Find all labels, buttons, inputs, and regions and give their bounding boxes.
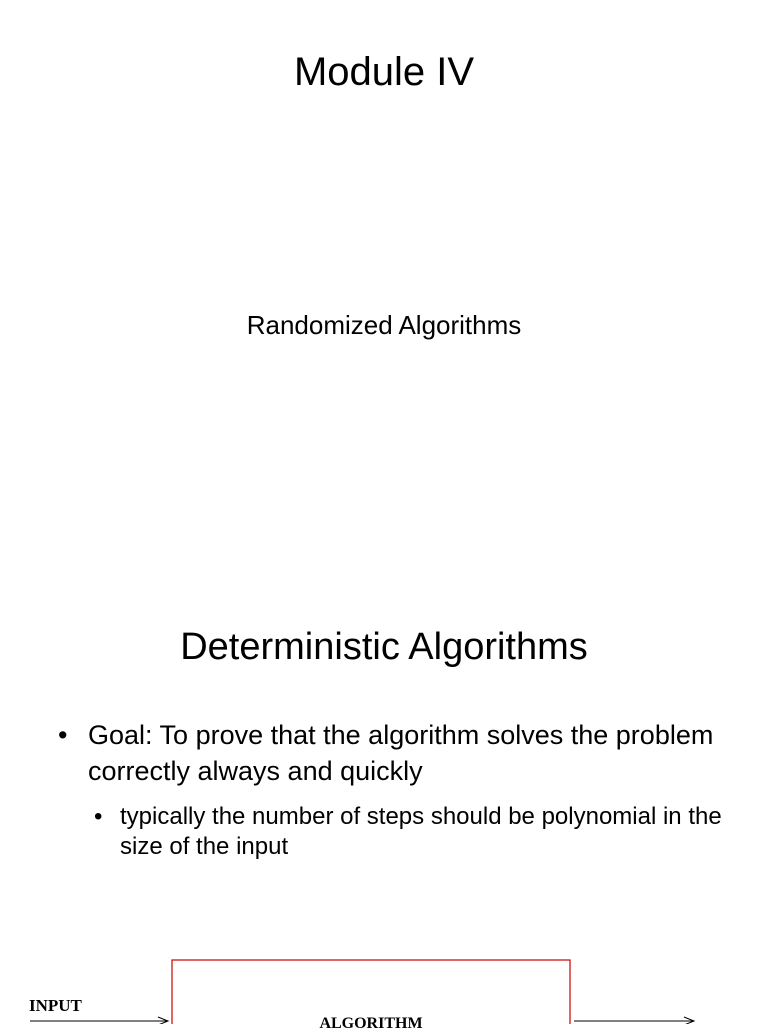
sub-bullet-marker: •: [94, 803, 103, 830]
sub-bullet-item: [94, 802, 744, 862]
slide-title: Module IV: [293, 50, 475, 94]
bullet-text: Goal: To prove that the algorithm solves the problem correctly always and quickly: [88, 720, 714, 786]
sub-bullet-text: typically the number of steps should be polynomial in the size of the input: [120, 803, 722, 860]
slide-title: Deterministic Algorithms: [180, 626, 588, 668]
algorithm-diagram: [0, 956, 768, 1032]
slide-deterministic-algorithms: [0, 576, 768, 1032]
bullet-marker: •: [58, 720, 68, 750]
input-label: INPUT: [29, 996, 82, 1015]
algorithm-label: ALGORITHM: [319, 1015, 423, 1032]
bullet-item: [58, 717, 738, 789]
slide-subtitle: Randomized Algorithms: [246, 310, 522, 340]
